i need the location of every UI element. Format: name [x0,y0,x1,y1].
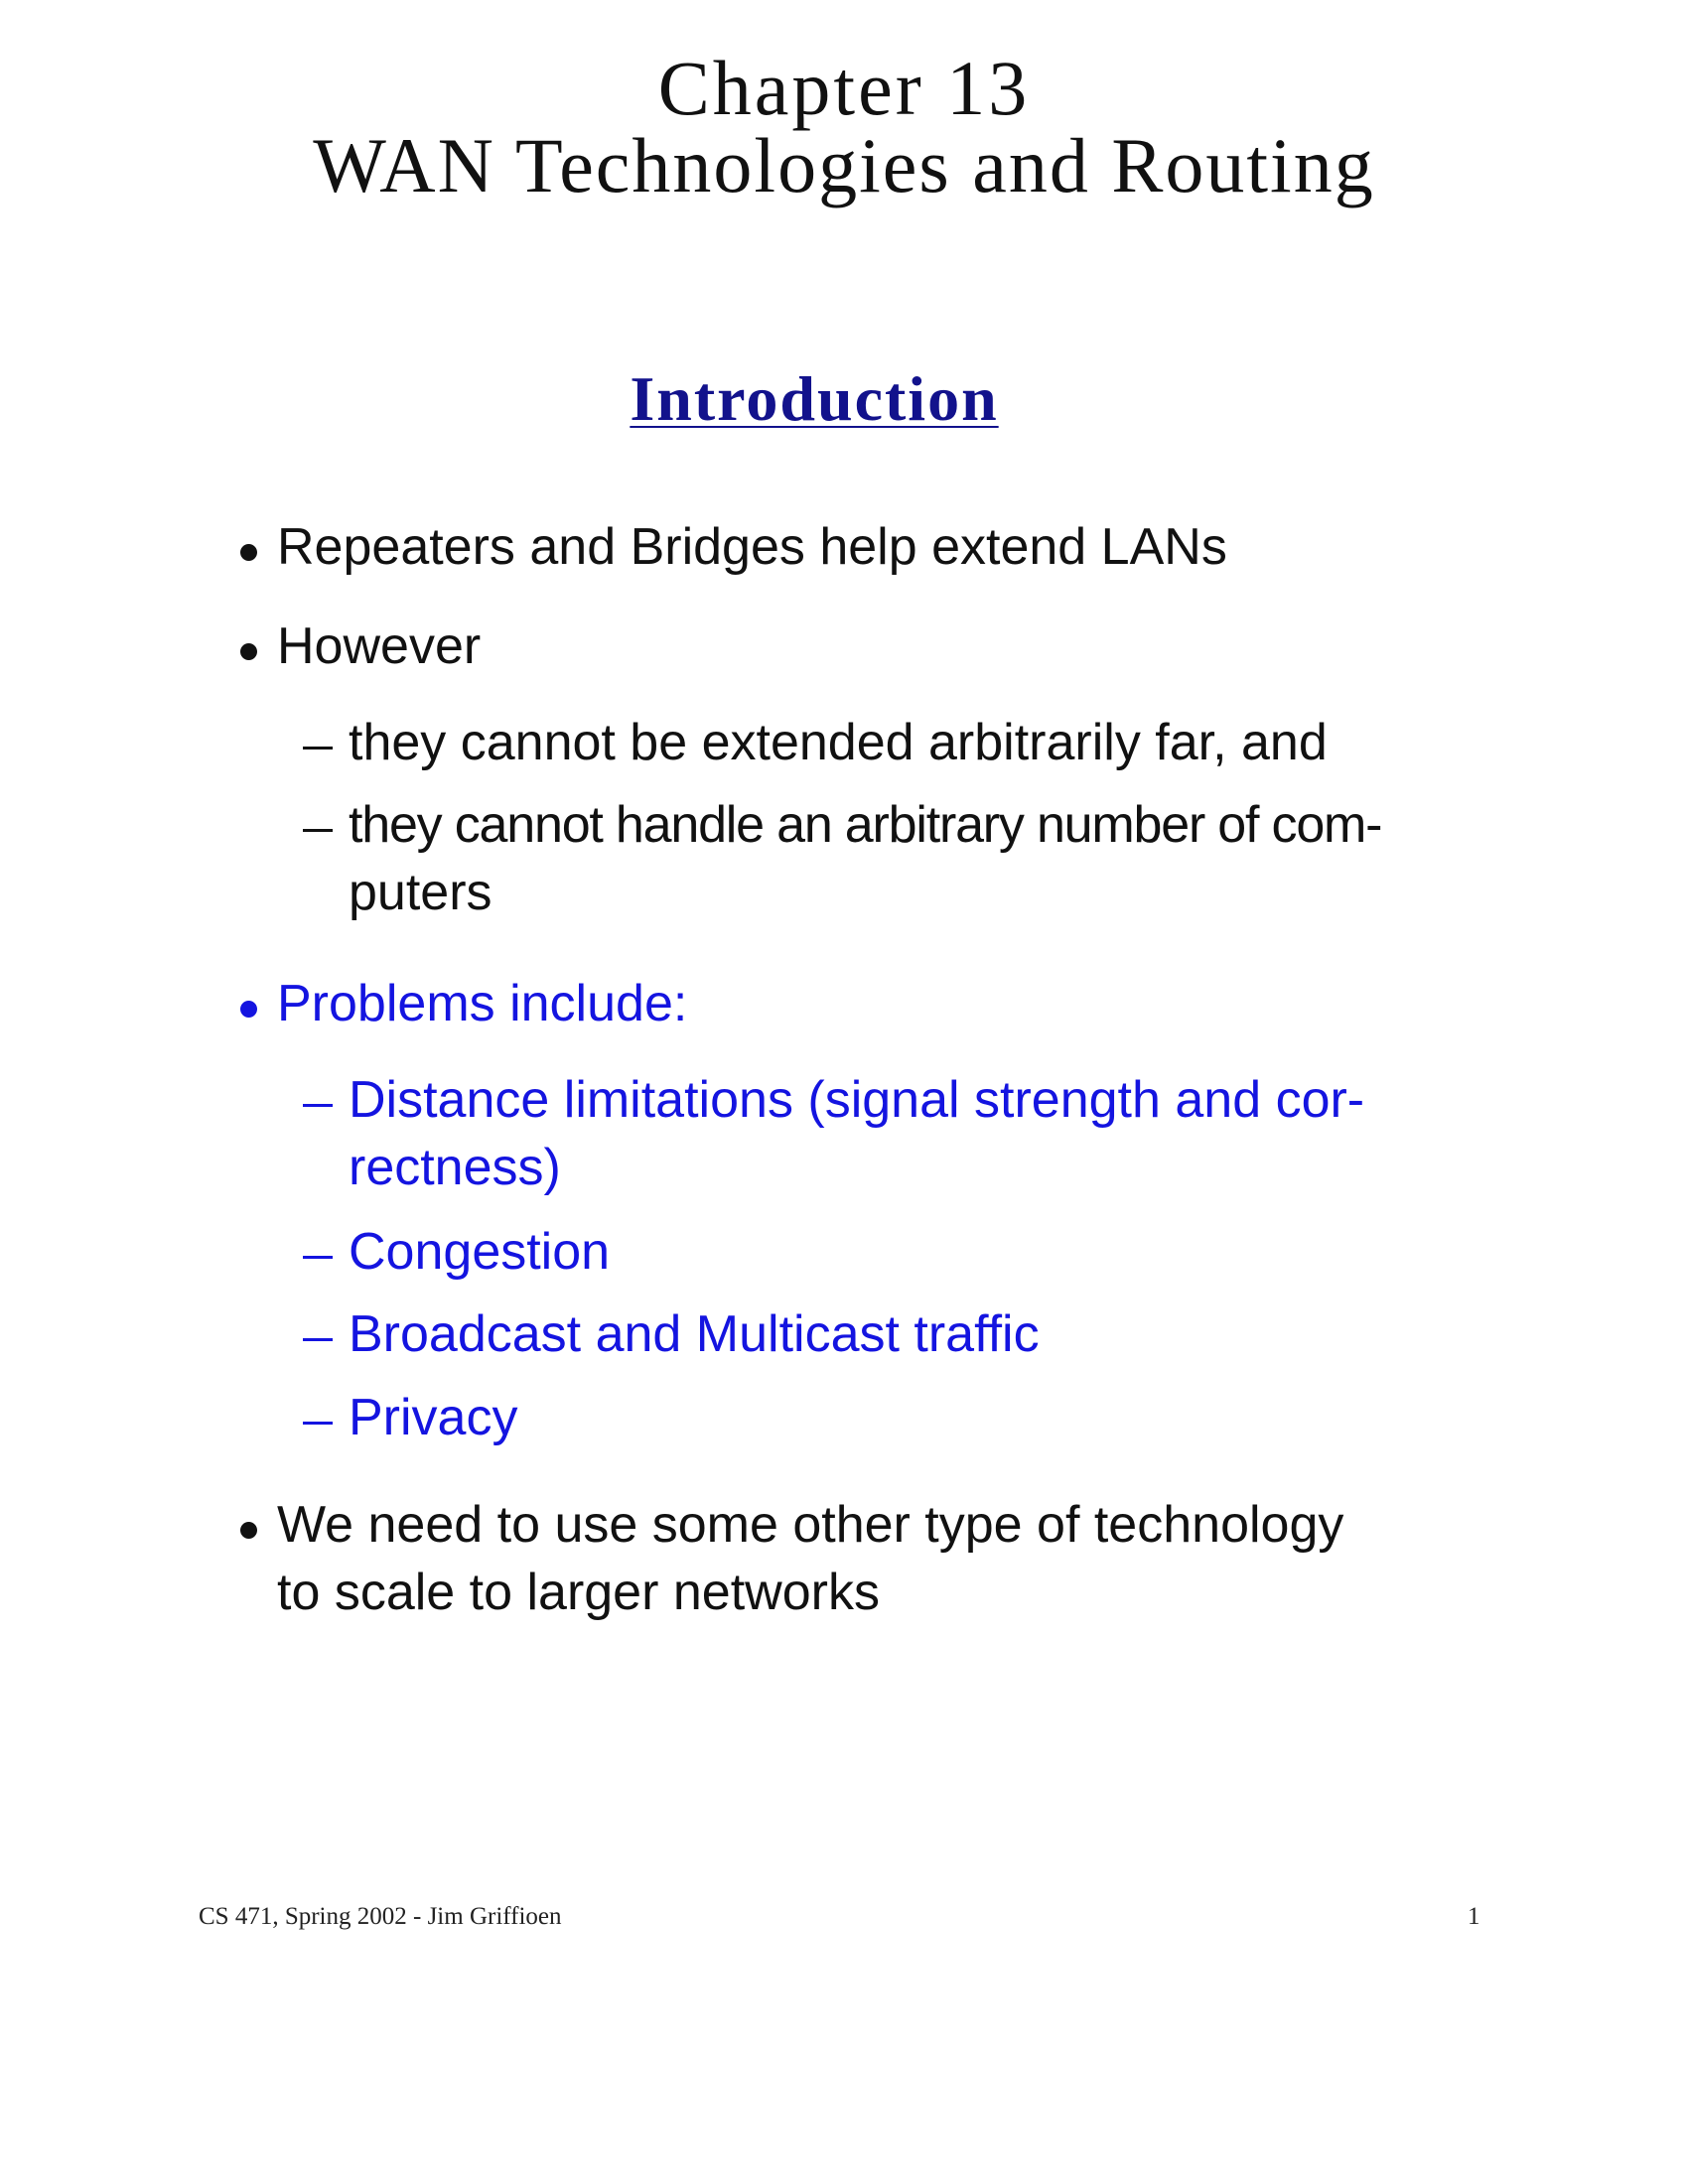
bullet-text: However [277,617,482,675]
sub-item-text: they cannot be extended arbitrarily far, and [349,714,1328,771]
sub-item-text-continued: rectness) [349,1139,561,1196]
bullet-text: We need to use some other type of technology [277,1496,1344,1554]
sub-item-text: Congestion [349,1223,611,1281]
section-heading-text: Introduction [630,363,999,434]
sub-item-text-continued: puters [349,864,492,921]
dash-icon [303,1390,335,1445]
sub-item-text: Privacy [349,1389,518,1446]
sub-item-text: they cannot handle an arbitrary number of com- [349,796,1382,854]
dash-icon [303,797,335,853]
bullet-icon [240,519,260,575]
chapter-label: Chapter 13 [657,45,1031,131]
sub-item-text: Distance limitations (signal strength and cor- [349,1071,1365,1129]
chapter-title: WAN Technologies and Routing [313,122,1375,208]
bullet-text-continued: to scale to larger networks [277,1564,880,1621]
dash-icon [303,1224,335,1280]
dash-icon [303,1306,335,1362]
bullet-icon [240,1497,260,1553]
bullet-icon [240,976,260,1031]
dash-icon [303,1072,335,1128]
bullet-icon [240,618,260,674]
bullet-text: Repeaters and Bridges help extend LANs [277,518,1227,576]
bullet-text: Problems include: [277,975,688,1032]
page-number: 1 [1468,1903,1480,1930]
sub-item-text: Broadcast and Multicast traffic [349,1305,1040,1363]
dash-icon [303,715,335,770]
footer-course-info: CS 471, Spring 2002 - Jim Griffioen [199,1903,562,1930]
section-heading [0,363,1628,434]
